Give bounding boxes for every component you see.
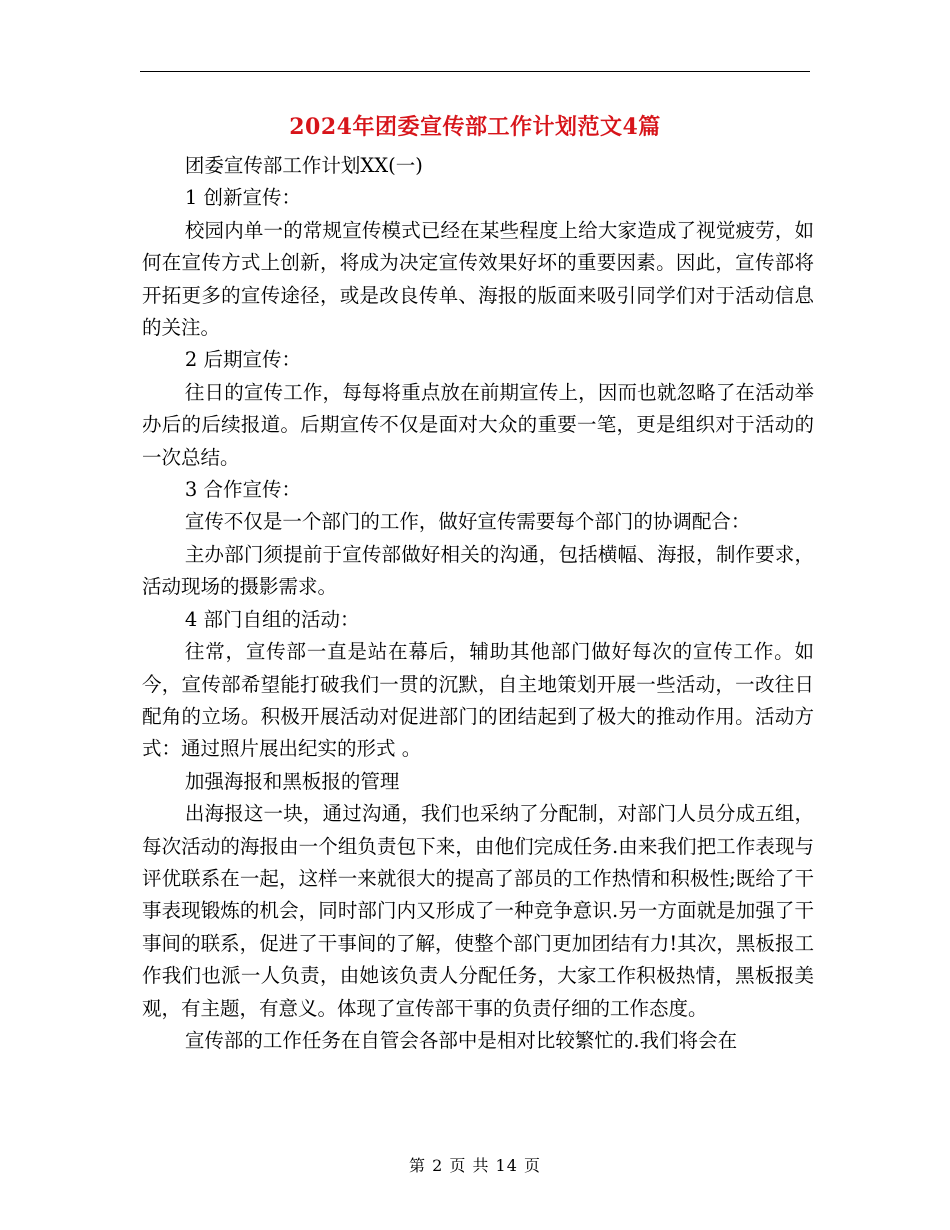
paragraph: 往常，宣传部一直是站在幕后，辅助其他部门做好每次的宣传工作。如今，宣传部希望能打破我们一贯的沉默，自主地策划开展一些活动，一改往日配角的立场。积极开展活动对促进部门的团结起到了极大的推动作用。活动方式：通过照片展出纪实的形式 。 <box>142 640 814 761</box>
section-heading: 团委宣传部工作计划XX(一) <box>184 154 423 177</box>
paragraph: 宣传部的工作任务在自管会各部中是相对比较繁忙的.我们将会在 <box>184 1028 738 1052</box>
subheading-activities: 4 部门自组的活动： <box>184 607 360 631</box>
paragraph: 往日的宣传工作，每每将重点放在前期宣传上，因而也就忽略了在活动举办后的后续报道。后期宣传不仅是面对大众的重要一笔，更是组织对于活动的一次总结。 <box>142 380 814 469</box>
paragraph: 主办部门须提前于宣传部做好相关的沟通，包括横幅、海报，制作要求，活动现场的摄影需求。 <box>142 542 814 599</box>
paragraph: 宣传不仅是一个部门的工作，做好宣传需要每个部门的协调配合： <box>184 510 751 534</box>
subheading-cooperation: 3 合作宣传： <box>184 478 301 502</box>
subheading-poster-management: 加强海报和黑板报的管理 <box>184 769 400 793</box>
document-title: 2024年团委宣传部工作计划范文4篇 <box>289 114 661 140</box>
paragraph: 校园内单一的常规宣传模式已经在某些程度上给大家造成了视觉疲劳，如何在宣传方式上创新，将成为决定宣传效果好坏的重要因素。因此，宣传部将开拓更多的宣传途径，或是改良传单、海报的版面来吸引同学们对于活动信息的关注。 <box>142 218 814 340</box>
page-footer: 第 2 页 共 14 页 <box>409 1156 541 1175</box>
document-body <box>142 150 814 1057</box>
subheading-innovation: 1 创新宣传： <box>184 186 301 210</box>
paragraph: 出海报这一块，通过沟通，我们也采纳了分配制，对部门人员分成五组，每次活动的海报由一个组负责包下来，由他们完成任务.由来我们把工作表现与评优联系在一起，这样一来就很大的提高了部员的工作热情和积极性;既给了干事表现锻炼的机会，同时部门内又形成了一种竞争意识.另一方面就是加强了干事间的联系，促进了干事间的了解，使整个部门更加团结有力!其次，黑板报工作我们也派一人负责，由她该负责人分配任务，大家工作积极热情，黑板报美观，有主题，有意义。体现了宣传部干事的负责仔细的工作态度。 <box>142 802 814 1020</box>
subheading-followup: 2 后期宣传： <box>184 348 301 372</box>
header-rule <box>140 71 810 72</box>
